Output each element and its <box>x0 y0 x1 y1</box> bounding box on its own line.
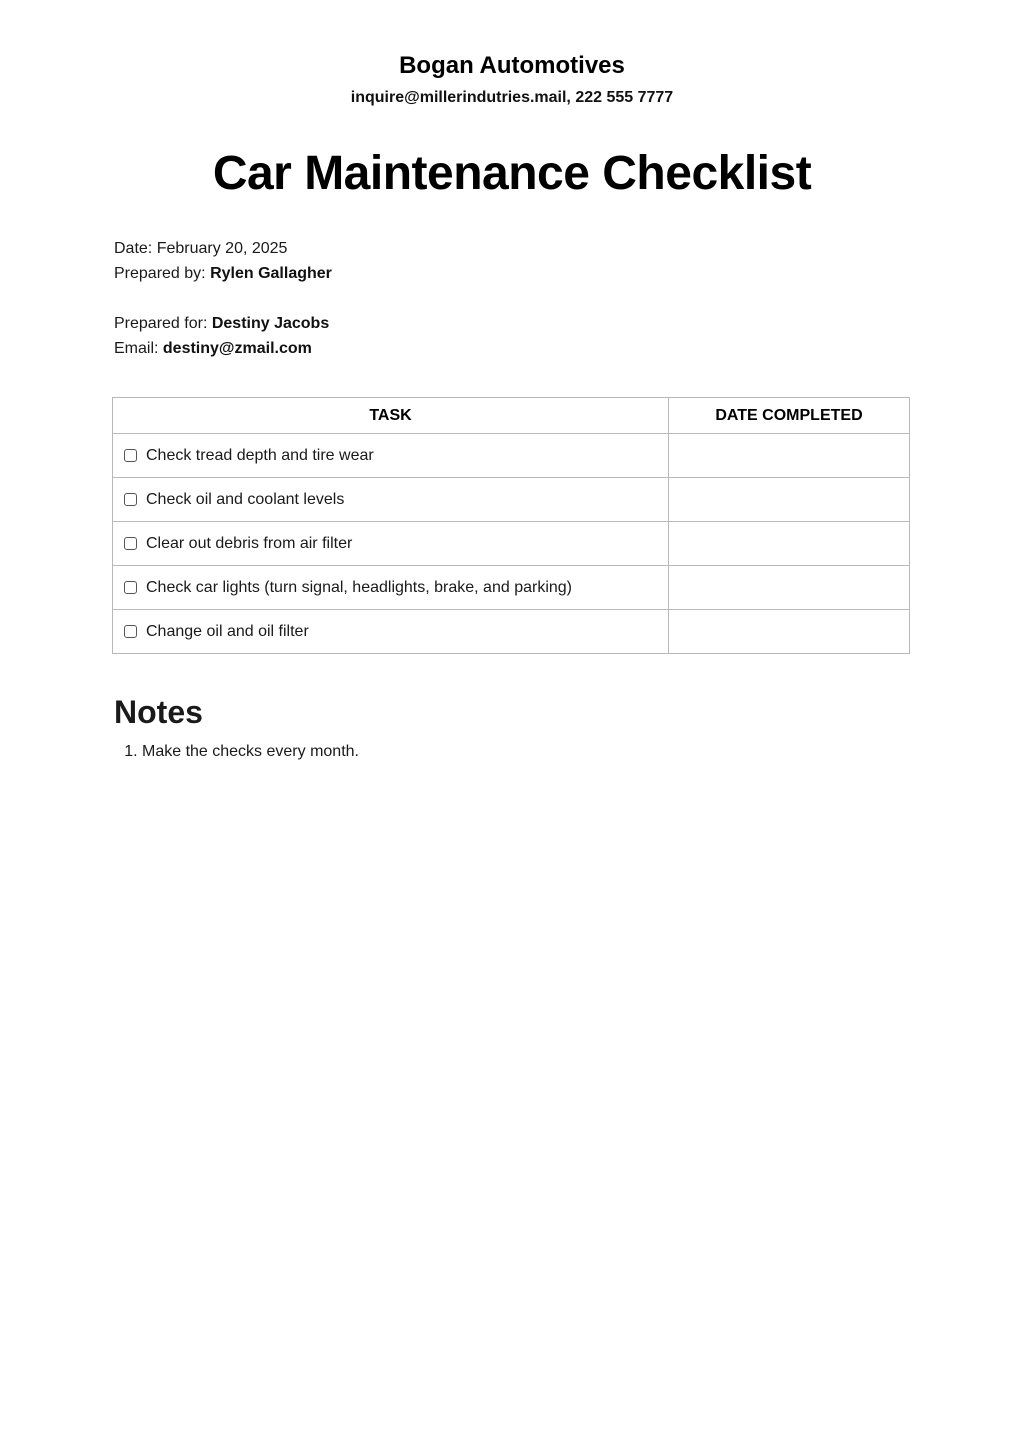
task-label: Check car lights (turn signal, headlights, brake, and parking) <box>146 578 572 596</box>
task-label: Check tread depth and tire wear <box>146 446 374 464</box>
notes-heading: Notes <box>114 694 203 730</box>
task-checkbox[interactable] <box>124 581 137 594</box>
task-checkbox[interactable] <box>124 493 137 506</box>
date-completed-cell[interactable] <box>669 434 910 478</box>
company-contact: inquire@millerindutries.mail, 222 555 7777 <box>350 89 674 106</box>
task-label: Clear out debris from air filter <box>146 534 353 552</box>
column-header-date-completed: DATE COMPLETED <box>669 398 910 434</box>
table-row <box>113 522 910 566</box>
task-label: Check oil and coolant levels <box>146 490 345 508</box>
task-cell <box>113 566 669 610</box>
meta-email-label: Email: <box>114 340 159 357</box>
task-checkbox[interactable] <box>124 625 137 638</box>
task-cell <box>113 522 669 566</box>
table-row <box>113 566 910 610</box>
meta-prepared-for-label: Prepared for: <box>114 315 208 332</box>
date-completed-cell[interactable] <box>669 478 910 522</box>
meta-date <box>114 240 287 258</box>
date-completed-cell[interactable] <box>669 610 910 654</box>
table-header-row <box>113 398 910 434</box>
meta-email <box>114 340 312 358</box>
meta-prepared-by <box>114 265 332 283</box>
document-title: Car Maintenance Checklist <box>212 147 812 200</box>
column-header-task: TASK <box>113 398 669 434</box>
meta-prepared-by-value: Rylen Gallagher <box>210 265 332 282</box>
meta-email-value: destiny@zmail.com <box>162 340 312 357</box>
table-row <box>113 610 910 654</box>
table-row <box>113 478 910 522</box>
meta-date-label: Date: <box>114 240 153 257</box>
date-completed-cell[interactable] <box>669 566 910 610</box>
task-checkbox[interactable] <box>124 537 137 550</box>
meta-prepared-by-label: Prepared by: <box>114 265 206 282</box>
meta-date-value: February 20, 2025 <box>156 240 288 257</box>
task-cell <box>113 610 669 654</box>
table-row <box>113 434 910 478</box>
checklist-table <box>112 397 910 654</box>
task-cell <box>113 478 669 522</box>
task-checkbox[interactable] <box>124 449 137 462</box>
meta-prepared-for-value: Destiny Jacobs <box>211 315 330 332</box>
date-completed-cell[interactable] <box>669 522 910 566</box>
meta-prepared-for <box>114 315 329 333</box>
notes-list <box>114 742 359 762</box>
task-cell <box>113 434 669 478</box>
company-name: Bogan Automotives <box>399 52 625 79</box>
list-item: 1. Make the checks every month. <box>142 742 359 762</box>
task-label: Change oil and oil filter <box>146 622 309 640</box>
